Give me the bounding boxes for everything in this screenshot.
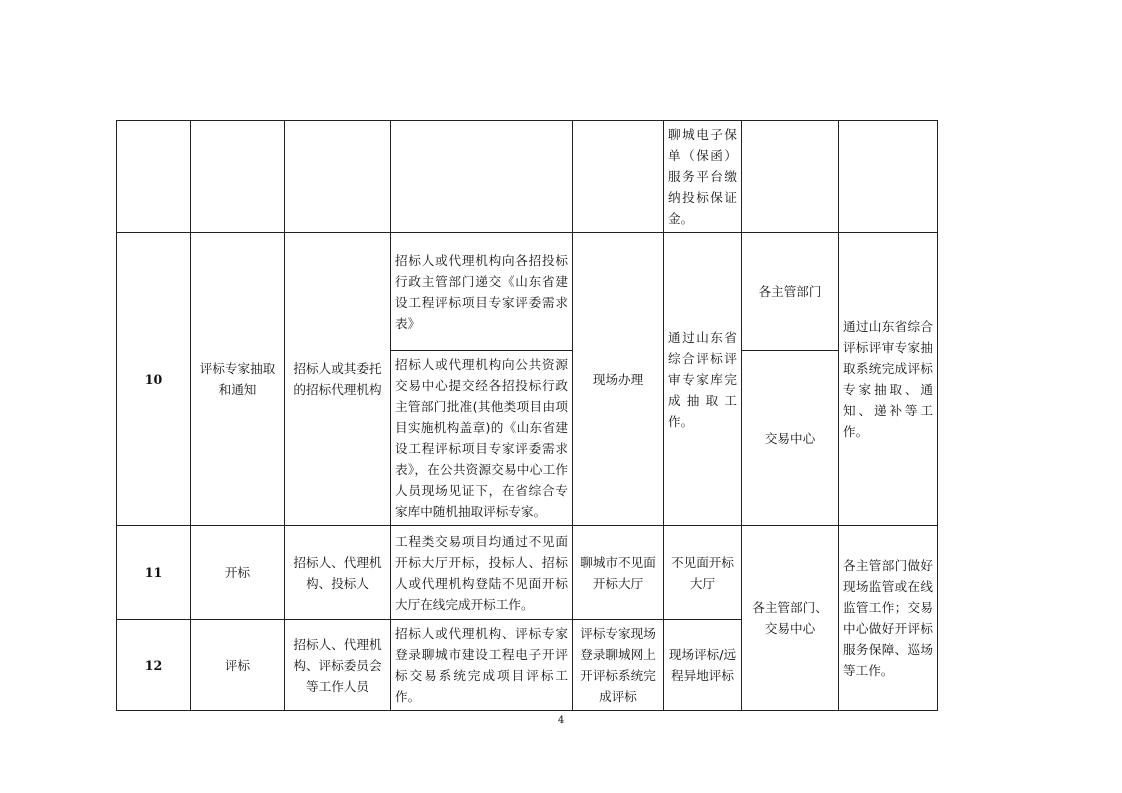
procedure-table	[116, 120, 938, 711]
table-row	[117, 121, 938, 233]
page-number: 4	[557, 715, 565, 726]
row-number: 10	[117, 233, 191, 526]
row-number: 12	[117, 620, 191, 711]
row-number: 11	[117, 526, 191, 620]
content-cell: 招标人或代理机构向各招投标行政主管部门递交《山东省建设工程评标项目专家评委需求表》	[391, 233, 573, 351]
method-cell: 评标专家现场登录聊城网上开评标系统完成评标	[573, 620, 664, 711]
result-cell: 不见面开标大厅	[664, 526, 742, 620]
table-cell	[839, 121, 938, 233]
actor-cell: 招标人、代理机构、评标委员会等工作人员	[285, 620, 391, 711]
table-cell	[573, 121, 664, 233]
content-cell: 招标人或代理机构向公共资源交易中心提交经各招投标行政主管部门批准(其他类项目由项目实施机构盖章)的《山东省建设工程评标项目专家评委需求表》，在公共资源交易中心工作人员现场见证下，在省综合专家库中随机抽取评标专家。	[391, 351, 573, 526]
content-cell: 招标人或代理机构、评标专家登录聊城市建设工程电子开评标交易系统完成项目评标工作。	[391, 620, 573, 711]
actor-cell: 招标人或其委托的招标代理机构	[285, 233, 391, 526]
dept-cell: 交易中心	[742, 351, 839, 526]
table-cell	[191, 121, 285, 233]
dept-cell: 各主管部门、交易中心	[742, 526, 839, 711]
dept-cell: 各主管部门	[742, 233, 839, 351]
table-cell	[285, 121, 391, 233]
table-row	[117, 526, 938, 620]
method-cell: 聊城市不见面开标大厅	[573, 526, 664, 620]
result-cell: 通过山东省综合评标评审专家库完成抽取工作。	[664, 233, 742, 526]
method-cell: 现场办理	[573, 233, 664, 526]
content-cell: 工程类交易项目均通过不见面开标大厅开标，投标人、招标人或代理机构登陆不见面开标大厅在线完成开标工作。	[391, 526, 573, 620]
result-cell: 现场评标/远程异地评标	[664, 620, 742, 711]
note-cell: 各主管部门做好现场监管或在线监管工作；交易中心做好开评标服务保障、巡场等工作。	[839, 526, 938, 711]
note-cell: 通过山东省综合评标评审专家抽取系统完成评标专家抽取、通知、递补等工作。	[839, 233, 938, 526]
table-cell	[117, 121, 191, 233]
guarantee-cell: 聊城电子保单（保函）服务平台缴纳投标保证金。	[664, 121, 742, 233]
actor-cell: 招标人、代理机构、投标人	[285, 526, 391, 620]
table-cell	[391, 121, 573, 233]
step-cell: 评标专家抽取和通知	[191, 233, 285, 526]
table-row	[117, 233, 938, 351]
table-cell	[742, 121, 839, 233]
step-cell: 评标	[191, 620, 285, 711]
step-cell: 开标	[191, 526, 285, 620]
